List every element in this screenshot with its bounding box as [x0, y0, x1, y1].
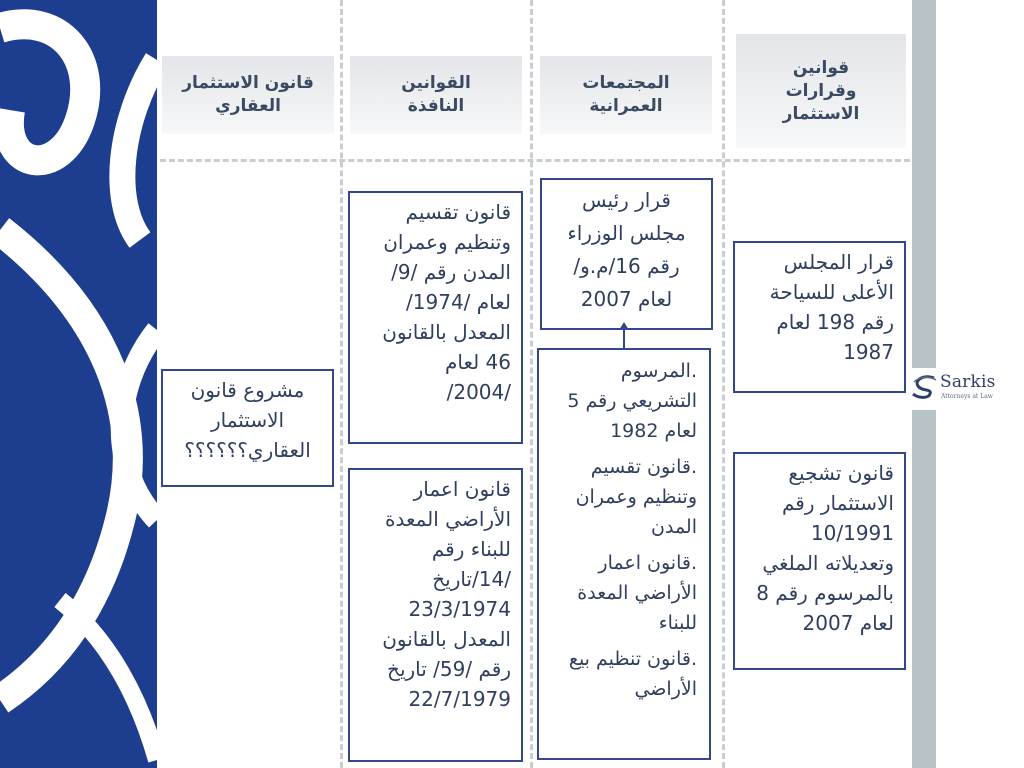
- header-divider: [160, 159, 910, 162]
- header-investment-laws-decisions: قوانين وقرارات الاستثمار: [736, 34, 906, 148]
- box-text-line: المعدل بالقانون: [382, 627, 511, 651]
- header-urban-communities: المجتمعات العمرانية: [540, 56, 712, 134]
- box-text-line: للبناء رقم: [431, 537, 511, 561]
- legislation-item: .قانون تقسيم وتنظيم وعمران المدن: [575, 456, 697, 538]
- box-text-line: قانون تقسيم: [405, 200, 511, 224]
- box-text-line: 1987: [843, 340, 894, 364]
- box-text-line: /14/تاريخ: [432, 567, 511, 591]
- box-text-line: 10/1991: [810, 521, 894, 545]
- header-applicable-laws: القوانين النافذة: [350, 56, 522, 134]
- tourism-council-decision-box: [733, 241, 906, 393]
- box-text-line: 46 لعام: [444, 350, 511, 374]
- box-text-line: الأعلى للسياحة: [769, 280, 894, 304]
- box-text-line: رقم 198 لعام: [776, 310, 894, 334]
- box-text-line: لعام /1974/: [406, 290, 511, 314]
- box-text-line: 22/7/1979: [408, 687, 511, 711]
- box-text-line: رقم 16/م.و/: [573, 254, 680, 278]
- draft-real-estate-investment-law-box: [161, 369, 334, 487]
- box-text-line: لعام 2007: [802, 611, 894, 635]
- box-text-line: قانون اعمار: [413, 477, 511, 501]
- logo-tagline: Attorneys at Law: [941, 393, 993, 400]
- box-text-line: مجلس الوزراء: [567, 221, 686, 245]
- box-text-line: المدن رقم /9/: [391, 260, 511, 284]
- box-text-line: 23/3/1974: [408, 597, 511, 621]
- box-text-line: الاستثمار: [210, 408, 285, 432]
- legislation-item: .المرسوم التشريعي رقم 5 لعام 1982: [567, 360, 697, 442]
- box-text-line: العقاري؟؟؟؟؟؟: [184, 438, 311, 462]
- box-text-line: الاستثمار رقم: [782, 491, 894, 515]
- box-text-line: وتعديلاته الملغي: [762, 551, 894, 575]
- legislation-item: .قانون تنظيم بيع الأراضي: [568, 648, 697, 700]
- column-divider: [530, 0, 533, 768]
- logo-name: Sarkis: [940, 372, 996, 392]
- column-divider: [722, 0, 725, 768]
- box-text-line: قرار المجلس: [783, 250, 894, 274]
- box-text-line: المعدل بالقانون: [382, 320, 511, 344]
- box-text-line: /2004/: [446, 380, 511, 404]
- land-development-law-box: [348, 468, 523, 762]
- legislation-item: .قانون اعمار الأراضي المعدة للبناء: [577, 552, 697, 634]
- sarkis-logo: [908, 368, 1004, 410]
- investment-promotion-law-box: [733, 452, 906, 670]
- pm-decision-box: [540, 178, 713, 330]
- box-text-line: مشروع قانون: [190, 378, 305, 402]
- logo-emblem-icon: [910, 372, 938, 400]
- box-text-line: وتنظيم وعمران: [383, 230, 511, 254]
- box-text-line: قرار رئيس: [582, 188, 671, 212]
- urban-planning-law-box: [348, 191, 523, 444]
- decorative-left-panel: [0, 0, 157, 768]
- box-text-line: الأراضي المعدة: [384, 507, 511, 531]
- box-text-line: بالمرسوم رقم 8: [756, 581, 894, 605]
- box-text-line: لعام 2007: [580, 287, 673, 311]
- header-real-estate-investment-law: قانون الاستثمار العقاري: [162, 56, 334, 134]
- box-text-line: رقم /59/ تاريخ: [387, 657, 511, 681]
- column-divider: [340, 0, 343, 768]
- legislation-list-box: [537, 348, 711, 760]
- box-text-line: قانون تشجيع: [788, 461, 894, 485]
